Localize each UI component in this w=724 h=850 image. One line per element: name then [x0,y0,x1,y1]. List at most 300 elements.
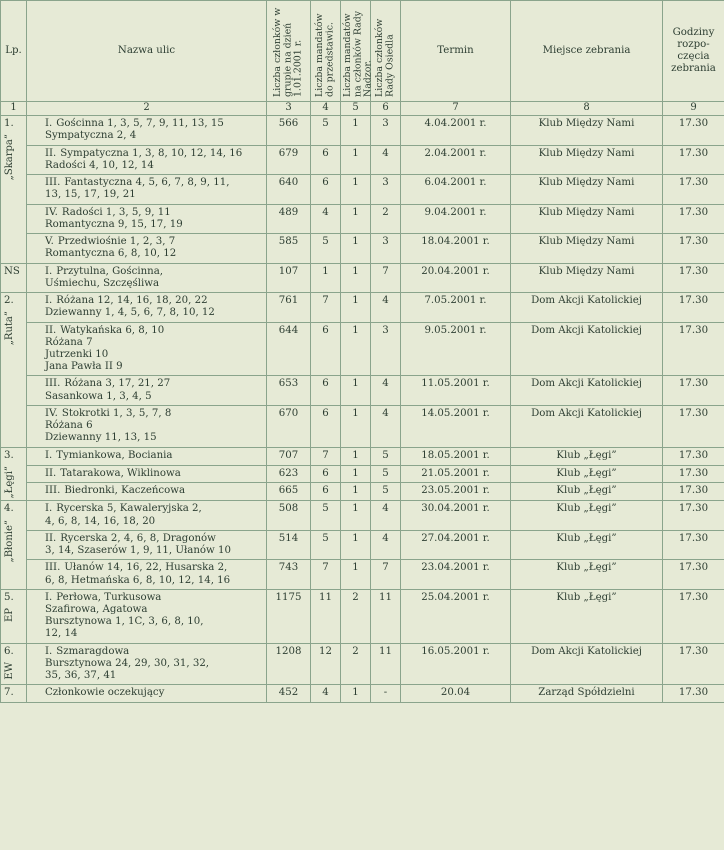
members-cell: 514 [267,530,311,559]
column-number: 4 [311,102,341,116]
street-text: Ułanów 14, 16, 22, Husarska 2, [64,562,228,574]
estate-cell [1,589,27,643]
council-cell: 5 [371,483,401,501]
estate-name: „Błonie” [4,519,15,563]
supervisory-cell: 1 [341,145,371,174]
place-cell: Klub Między Nami [511,204,663,233]
table-row [1,643,724,685]
members-cell: 623 [267,465,311,483]
date-cell: 6.04.2001 r. [401,175,511,204]
streets-cell [27,405,267,447]
members-cell: 679 [267,145,311,174]
place-cell: Klub „Łęgi” [511,530,663,559]
street-text: Rycerska 5, Kawaleryjska 2, [56,503,202,515]
group-number: III. [45,378,61,390]
mandates-cell: 4 [311,685,341,702]
date-cell: 23.04.2001 r. [401,560,511,589]
hour-cell: 17.30 [663,263,724,292]
table-row [1,234,724,263]
council-cell: 2 [371,204,401,233]
hour-cell: 17.30 [663,685,724,702]
street-line [45,160,262,172]
members-cell: 670 [267,405,311,447]
street-text: Różana 3, 17, 21, 27 [64,378,171,390]
street-line [45,420,262,432]
table-row [1,501,724,530]
members-cell: 452 [267,685,311,702]
table-row [1,405,724,447]
members-cell: 508 [267,501,311,530]
street-line [45,468,262,480]
streets-cell [27,204,267,233]
group-number: I. [45,295,53,307]
street-line [45,408,262,420]
street-text: Sympatyczna 2, 4 [45,130,137,142]
header-streets: Nazwa ulic [27,1,267,102]
supervisory-cell: 1 [341,263,371,292]
date-cell: 21.05.2001 r. [401,465,511,483]
council-cell: 11 [371,589,401,643]
place-cell: Dom Akcji Katolickiej [511,293,663,322]
group-number: III. [45,562,61,574]
place-cell: Dom Akcji Katolickiej [511,643,663,685]
street-text: Sasankowa 1, 3, 4, 5 [45,390,152,402]
street-text: 4, 6, 8, 14, 16, 18, 20 [45,515,156,527]
column-number-row [1,102,724,116]
street-text: Gościnna 1, 3, 5, 7, 9, 11, 13, 15 [56,118,224,130]
column-number: 7 [401,102,511,116]
estate-number: 6. [4,645,14,657]
place-cell: Klub Między Nami [511,234,663,263]
date-cell: 16.05.2001 r. [401,643,511,685]
council-cell: 5 [371,447,401,465]
street-line [45,118,262,130]
supervisory-cell: 1 [341,685,371,702]
mandates-cell: 11 [311,589,341,643]
group-number: II. [45,467,57,479]
column-number: 1 [1,102,27,116]
date-cell: 7.05.2001 r. [401,293,511,322]
estate-name: „Ruta” [4,311,15,346]
street-text: Różana 12, 14, 16, 18, 20, 22 [56,295,208,307]
mandates-cell: 5 [311,530,341,559]
place-cell: Dom Akcji Katolickiej [511,405,663,447]
council-cell: - [371,685,401,702]
streets-cell [27,465,267,483]
table-row [1,560,724,589]
street-line [45,562,262,574]
street-line [45,236,262,248]
estate-cell [1,263,27,292]
street-text: Różana 6 [45,420,93,432]
table-row [1,685,724,702]
street-line [45,604,262,616]
estate-number: 7. [4,687,14,699]
street-text: Jutrzenki 10 [45,348,109,360]
street-line [45,207,262,219]
street-text: Romantyczna 6, 8, 10, 12 [45,248,177,260]
street-line [45,349,262,361]
streets-cell [27,376,267,405]
date-cell: 25.04.2001 r. [401,589,511,643]
street-line [45,219,262,231]
estate-number: 3. [4,449,14,461]
streets-cell [27,643,267,685]
hour-cell: 17.30 [663,465,724,483]
mandates-cell: 6 [311,483,341,501]
council-cell: 4 [371,530,401,559]
group-number: IV. [45,407,58,419]
street-line [45,533,262,545]
street-text: 35, 36, 37, 41 [45,670,117,682]
members-cell: 566 [267,116,311,145]
street-line [45,687,262,699]
mandates-cell: 6 [311,405,341,447]
members-cell: 107 [267,263,311,292]
council-cell: 3 [371,175,401,204]
date-cell: 18.04.2001 r. [401,234,511,263]
street-line [45,575,262,587]
estate-name: „Skarpa” [4,134,15,181]
members-cell: 640 [267,175,311,204]
mandates-cell: 6 [311,465,341,483]
date-cell: 23.05.2001 r. [401,483,511,501]
column-number: 6 [371,102,401,116]
council-cell: 4 [371,145,401,174]
group-number: I. [45,449,53,461]
street-text: Romantyczna 9, 15, 17, 19 [45,218,183,230]
hour-cell: 17.30 [663,322,724,376]
hour-cell: 17.30 [663,643,724,685]
council-cell: 7 [371,263,401,292]
street-text: Bursztynowa 24, 29, 30, 31, 32, [45,657,210,669]
street-text: 13, 15, 17, 19, 21 [45,189,136,201]
streets-cell [27,145,267,174]
date-cell: 9.05.2001 r. [401,322,511,376]
hour-cell: 17.30 [663,501,724,530]
hour-cell: 17.30 [663,530,724,559]
group-number: I. [45,265,53,277]
members-cell: 707 [267,447,311,465]
mandates-cell: 7 [311,293,341,322]
header-date: Termin [401,1,511,102]
date-cell: 20.04 [401,685,511,702]
hour-cell: 17.30 [663,376,724,405]
column-number: 9 [663,102,724,116]
date-cell: 30.04.2001 r. [401,501,511,530]
header-council [371,1,401,102]
council-cell: 4 [371,376,401,405]
street-text: Jana Pawła II 9 [45,361,123,373]
street-line [45,148,262,160]
group-number: I. [45,118,53,130]
table-row [1,116,724,145]
street-line [45,177,262,189]
estate-number: NS [4,265,20,277]
table-row [1,447,724,465]
date-cell: 11.05.2001 r. [401,376,511,405]
council-cell: 11 [371,643,401,685]
place-cell: Zarząd Spółdzielni [511,685,663,702]
estate-cell [1,685,27,702]
supervisory-cell: 1 [341,376,371,405]
estate-name: EW [4,661,15,680]
members-cell: 743 [267,560,311,589]
streets-cell [27,322,267,376]
street-line [45,248,262,260]
members-cell: 1175 [267,589,311,643]
streets-cell [27,501,267,530]
street-text: Stokrotki 1, 3, 5, 7, 8 [61,407,172,419]
place-cell: Klub „Łęgi” [511,589,663,643]
street-text: Szmaragdowa [56,645,130,657]
table-row [1,322,724,376]
supervisory-cell: 1 [341,322,371,376]
street-line [45,658,262,670]
hour-cell: 17.30 [663,204,724,233]
estate-number: 5. [4,591,14,603]
street-line [45,646,262,658]
streets-cell [27,447,267,465]
group-number: IV. [45,206,58,218]
street-text: Uśmiechu, Szczęśliwa [45,277,160,289]
estate-cell [1,447,27,501]
column-number: 2 [27,102,267,116]
date-cell: 9.04.2001 r. [401,204,511,233]
group-number: I. [45,645,53,657]
street-line [45,516,262,528]
mandates-cell: 6 [311,376,341,405]
header-mandates-label: Liczba mandatów do przedstawic. [314,13,336,97]
hour-cell: 17.30 [663,116,724,145]
group-number: V. [45,236,54,248]
estate-cell [1,643,27,685]
table-row [1,465,724,483]
mandates-cell: 4 [311,204,341,233]
council-cell: 5 [371,465,401,483]
streets-cell [27,116,267,145]
column-number: 8 [511,102,663,116]
street-text: Rycerska 2, 4, 6, 8, Dragonów [60,532,216,544]
hour-cell: 17.30 [663,234,724,263]
place-cell: Klub Między Nami [511,145,663,174]
mandates-cell: 6 [311,322,341,376]
supervisory-cell: 1 [341,560,371,589]
hour-cell: 17.30 [663,145,724,174]
street-text: 3, 14, Szaserów 1, 9, 11, Ułanów 10 [45,545,231,557]
street-line [45,545,262,557]
members-cell: 644 [267,322,311,376]
table-row [1,530,724,559]
supervisory-cell: 1 [341,405,371,447]
mandates-cell: 6 [311,175,341,204]
table-row [1,483,724,501]
table-row [1,589,724,643]
street-text: Dziewanny 11, 13, 15 [45,432,157,444]
street-text: Watykańska 6, 8, 10 [60,324,165,336]
street-text: Tymiankowa, Bociania [56,449,173,461]
council-cell: 3 [371,322,401,376]
street-text: Przytulna, Gościnna, [56,265,164,277]
street-line [45,628,262,640]
members-cell: 489 [267,204,311,233]
group-number: III. [45,485,61,497]
council-cell: 4 [371,293,401,322]
date-cell: 18.05.2001 r. [401,447,511,465]
street-text: Sympatyczna 1, 3, 8, 10, 12, 14, 16 [60,147,243,159]
hour-cell: 17.30 [663,175,724,204]
street-line [45,130,262,142]
street-line [45,616,262,628]
place-cell: Klub Między Nami [511,116,663,145]
council-cell: 3 [371,116,401,145]
mandates-cell: 5 [311,116,341,145]
header-row [1,1,724,102]
streets-cell [27,263,267,292]
group-number: I. [45,591,53,603]
place-cell: Klub Między Nami [511,175,663,204]
members-cell: 665 [267,483,311,501]
table-body [1,116,724,702]
streets-cell [27,483,267,501]
date-cell: 4.04.2001 r. [401,116,511,145]
council-cell: 7 [371,560,401,589]
supervisory-cell: 1 [341,234,371,263]
street-line [45,432,262,444]
street-text: Tatarakowa, Wiklinowa [60,467,181,479]
street-line [45,295,262,307]
street-text: Perłowa, Turkusowa [56,591,162,603]
streets-cell [27,589,267,643]
supervisory-cell: 1 [341,447,371,465]
supervisory-cell: 2 [341,643,371,685]
date-cell: 27.04.2001 r. [401,530,511,559]
street-line [45,592,262,604]
place-cell: Klub „Łęgi” [511,501,663,530]
date-cell: 14.05.2001 r. [401,405,511,447]
group-number: I. [45,503,53,515]
streets-cell [27,175,267,204]
place-cell: Klub „Łęgi” [511,447,663,465]
street-line [45,266,262,278]
place-cell: Klub „Łęgi” [511,560,663,589]
column-number: 5 [341,102,371,116]
estate-cell [1,116,27,263]
group-number: II. [45,532,57,544]
table-row [1,376,724,405]
hour-cell: 17.30 [663,589,724,643]
hour-cell: 17.30 [663,560,724,589]
streets-cell [27,685,267,702]
group-number: III. [45,177,61,189]
street-line [45,670,262,682]
header-members [267,1,311,102]
group-number: II. [45,147,57,159]
street-text: Różana 7 [45,336,93,348]
hour-cell: 17.30 [663,447,724,465]
council-cell: 3 [371,234,401,263]
place-cell: Klub „Łęgi” [511,465,663,483]
supervisory-cell: 1 [341,483,371,501]
street-line [45,325,262,337]
members-cell: 653 [267,376,311,405]
street-text: Radości 1, 3, 5, 9, 11 [61,206,171,218]
supervisory-cell: 1 [341,175,371,204]
street-line [45,450,262,462]
street-text: Bursztynowa 1, 1C, 3, 6, 8, 10, [45,616,204,628]
members-cell: 761 [267,293,311,322]
street-text: 6, 8, Hetmańska 6, 8, 10, 12, 14, 16 [45,574,231,586]
header-supervisory-label: Liczba mandatów na członków Rady Nadzor. [342,10,374,97]
estate-name: „Łęgi” [4,465,15,499]
mandates-cell: 5 [311,234,341,263]
hour-cell: 17.30 [663,405,724,447]
header-mandates [311,1,341,102]
header-lp: Lp. [1,1,27,102]
street-text: Członkowie oczekujący [45,687,165,699]
estate-cell [1,501,27,589]
streets-cell [27,530,267,559]
place-cell: Klub Między Nami [511,263,663,292]
street-line [45,378,262,390]
street-line [45,391,262,403]
header-hour: Godziny rozpo-częcia zebrania [663,1,724,102]
place-cell: Dom Akcji Katolickiej [511,376,663,405]
mandates-cell: 6 [311,145,341,174]
hour-cell: 17.30 [663,293,724,322]
header-place: Miejsce zebrania [511,1,663,102]
streets-cell [27,234,267,263]
street-line [45,307,262,319]
place-cell: Dom Akcji Katolickiej [511,322,663,376]
mandates-cell: 7 [311,447,341,465]
street-text: Przedwiośnie 1, 2, 3, 7 [57,236,176,248]
mandates-cell: 12 [311,643,341,685]
street-line [45,278,262,290]
date-cell: 20.04.2001 r. [401,263,511,292]
supervisory-cell: 1 [341,116,371,145]
members-cell: 585 [267,234,311,263]
table-row [1,293,724,322]
street-text: Dziewanny 1, 4, 5, 6, 7, 8, 10, 12 [45,307,215,319]
street-text: 12, 14 [45,628,78,640]
group-number: II. [45,324,57,336]
street-line [45,361,262,373]
table-row [1,175,724,204]
street-text: Radości 4, 10, 12, 14 [45,159,154,171]
street-line [45,337,262,349]
header-members-label: Liczba członków w grupie na dzień 1.01.2001 r. [271,7,304,97]
supervisory-cell: 2 [341,589,371,643]
table-row [1,145,724,174]
supervisory-cell: 1 [341,293,371,322]
street-text: Szafirowa, Agatowa [45,604,148,615]
place-cell: Klub „Łęgi” [511,483,663,501]
estate-cell [1,293,27,448]
members-cell: 1208 [267,643,311,685]
estate-number: 2. [4,295,14,307]
street-text: Fantastyczna 4, 5, 6, 7, 8, 9, 11, [64,177,230,189]
street-line [45,485,262,497]
mandates-cell: 7 [311,560,341,589]
supervisory-cell: 1 [341,204,371,233]
supervisory-cell: 1 [341,501,371,530]
mandates-cell: 5 [311,501,341,530]
streets-cell [27,293,267,322]
table-row [1,204,724,233]
mandates-cell: 1 [311,263,341,292]
streets-cell [27,560,267,589]
